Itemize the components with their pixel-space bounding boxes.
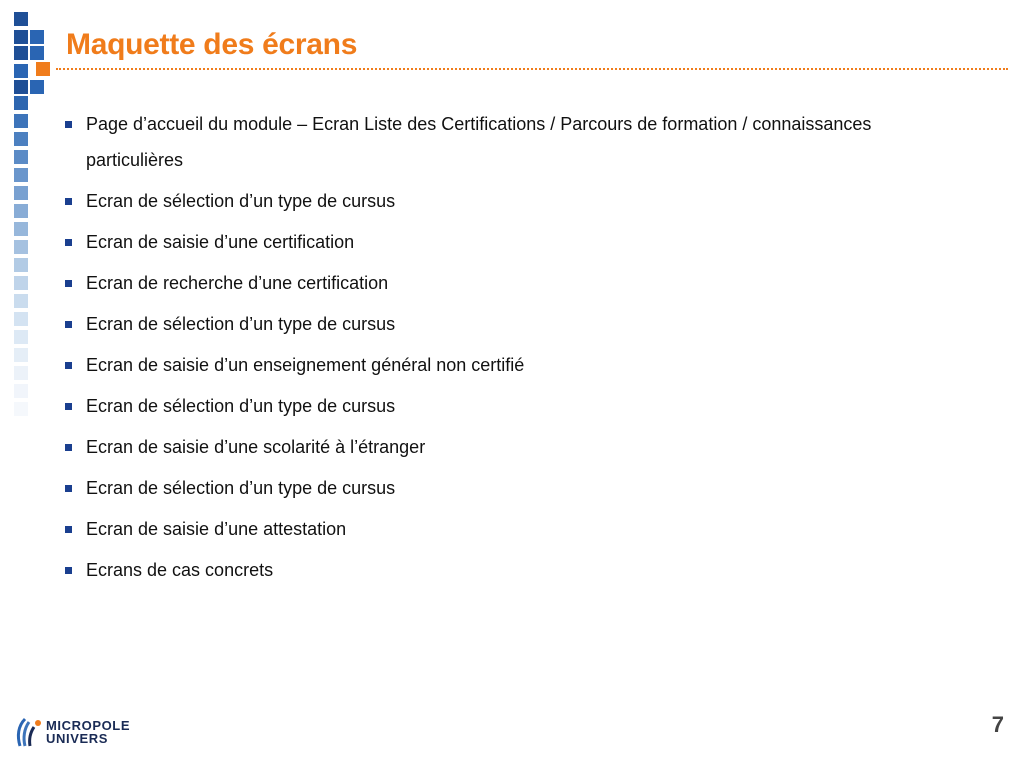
bullet-item — [64, 511, 964, 547]
bullet-square-icon — [65, 403, 72, 410]
bullet-square-icon — [65, 321, 72, 328]
micropole-univers-logo — [16, 716, 146, 748]
deco-square — [14, 258, 28, 272]
deco-square — [14, 330, 28, 344]
deco-square — [14, 276, 28, 290]
bullet-item — [64, 106, 966, 178]
bullet-text: Ecran de sélection d’un type de cursus — [86, 191, 396, 211]
deco-square — [14, 80, 28, 94]
decorative-square-column — [0, 0, 60, 430]
logo-line-2: UNIVERS — [46, 731, 108, 746]
deco-square — [14, 30, 28, 44]
bullet-square-icon — [65, 362, 72, 369]
bullet-text: Ecran de sélection d’un type de cursus — [86, 478, 396, 498]
deco-square — [30, 30, 44, 44]
bullet-square-icon — [65, 198, 72, 205]
bullet-text: Page d’accueil du module – Ecran Liste des Certifications / Parcours de formation / connaissances particulières — [86, 114, 872, 170]
deco-square — [14, 12, 28, 26]
bullet-square-icon — [65, 239, 72, 246]
page-number: 7 — [991, 712, 1004, 737]
bullet-text: Ecran de recherche d’une certification — [86, 273, 389, 293]
bullet-square-icon — [65, 526, 72, 533]
slide-title: Maquette des écrans — [66, 28, 358, 61]
deco-square — [14, 348, 28, 362]
bullet-text: Ecran de saisie d’un enseignement général non certifié — [86, 355, 525, 375]
bullet-text: Ecran de saisie d’une certification — [86, 232, 355, 252]
bullet-text: Ecran de sélection d’un type de cursus — [86, 314, 396, 334]
bullet-item — [64, 347, 964, 383]
deco-square — [14, 186, 28, 200]
deco-square — [14, 46, 28, 60]
bullet-item — [64, 224, 964, 260]
bullet-square-icon — [65, 121, 72, 128]
deco-square — [14, 96, 28, 110]
bullet-square-icon — [65, 485, 72, 492]
deco-square — [14, 114, 28, 128]
deco-square — [14, 204, 28, 218]
bullet-square-icon — [65, 444, 72, 451]
bullet-item — [64, 306, 964, 342]
logo-mark-icon — [16, 716, 44, 748]
bullet-text: Ecran de saisie d’une scolarité à l’étranger — [86, 437, 426, 457]
deco-square — [14, 312, 28, 326]
bullet-item — [64, 183, 964, 219]
deco-square — [30, 80, 44, 94]
deco-square — [14, 384, 28, 398]
bullet-item — [64, 552, 964, 588]
deco-square — [14, 168, 28, 182]
bullet-text: Ecrans de cas concrets — [86, 560, 274, 580]
logo-wordmark — [46, 719, 130, 745]
bullet-item — [64, 470, 964, 506]
bullet-list — [64, 106, 964, 593]
bullet-text: Ecran de sélection d’un type de cursus — [86, 396, 396, 416]
deco-square — [30, 46, 44, 60]
deco-square — [14, 366, 28, 380]
bullet-item — [64, 265, 964, 301]
bullet-square-icon — [65, 567, 72, 574]
deco-square — [14, 294, 28, 308]
deco-square-accent — [36, 62, 50, 76]
bullet-item — [64, 429, 964, 465]
deco-square — [14, 64, 28, 78]
deco-square — [14, 132, 28, 146]
deco-square — [14, 150, 28, 164]
deco-square — [14, 240, 28, 254]
bullet-text: Ecran de saisie d’une attestation — [86, 519, 347, 539]
deco-square — [14, 402, 28, 416]
title-divider — [56, 68, 1008, 70]
deco-square — [14, 222, 28, 236]
logo-line-1: MICROPOLE — [46, 718, 131, 733]
bullet-item — [64, 388, 964, 424]
bullet-square-icon — [65, 280, 72, 287]
